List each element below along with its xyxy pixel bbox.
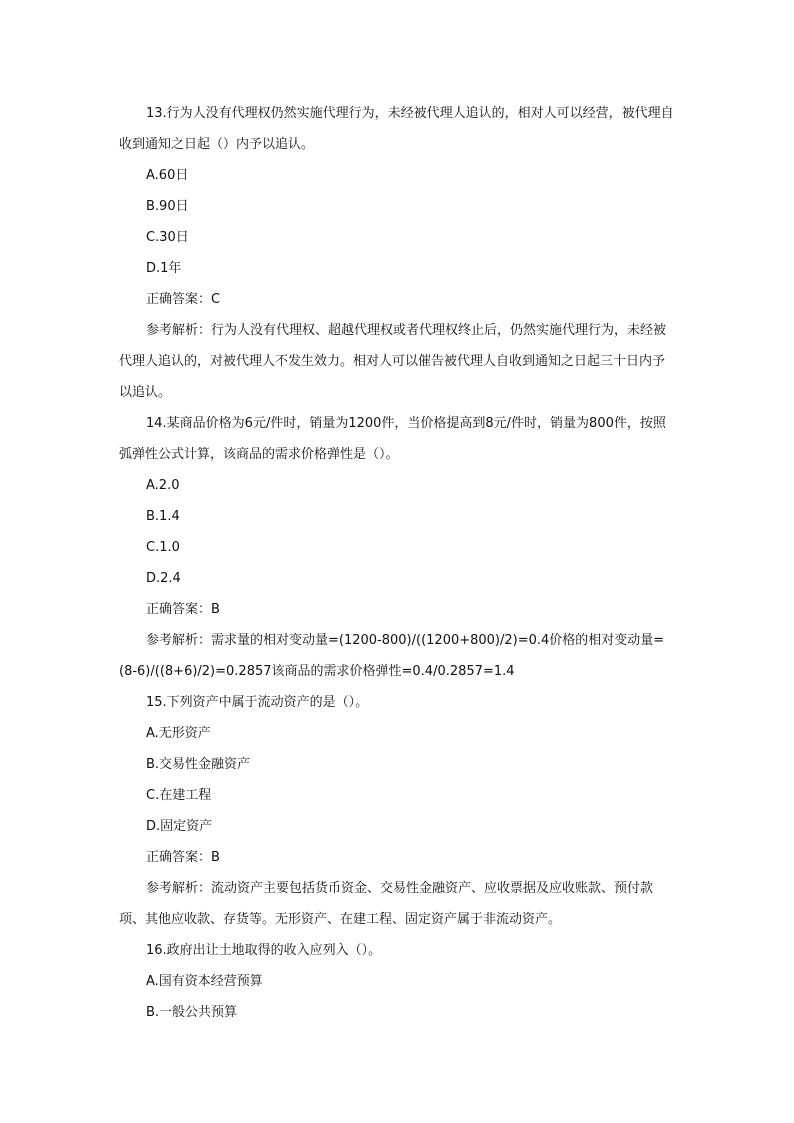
question-15-answer: 正确答案：B [146,850,220,865]
question-15-analysis: 参考解析：流动资产主要包括货币资金、交易性金融资产、应收票据及应收账款、预付款项、其他应收款、存货等。无形资产、在建工程、固定资产属于非流动资产。 [119,881,654,927]
question-15-option-a: A.无形资产 [146,726,211,741]
question-16-stem: 16.政府出让土地取得的收入应列入（）。 [146,943,382,958]
question-14-stem: 14.某商品价格为6元/件时，销量为1200件，当价格提高到8元/件时，销量为800件，按照弧弹性公式计算，该商品的需求价格弹性是（）。 [119,416,666,462]
question-15-option-b: B.交易性金融资产 [146,757,251,772]
question-13-option-d: D.1年 [146,261,182,276]
question-14-option-d: D.2.4 [146,571,181,586]
question-13-answer: 正确答案：C [146,292,221,307]
question-13-option-a: A.60日 [146,168,189,183]
question-14-analysis: 参考解析：需求量的相对变动量=(1200-800)/((1200+800)/2)=0.4价格的相对变动量=(8-6)/((8+6)/2)=0.2857该商品的需求价格弹性=0.4/0.2857=1.4 [119,633,665,679]
question-15-option-c: C.在建工程 [146,788,212,803]
question-16-option-a: A.国有资本经营预算 [146,974,263,989]
question-13-analysis: 参考解析：行为人没有代理权、超越代理权或者代理权终止后，仍然实施代理行为，未经被代理人追认的，对被代理人不发生效力。相对人可以催告被代理人自收到通知之日起三十日内予以追认。 [119,323,667,400]
question-14-option-c: C.1.0 [146,540,180,555]
question-13-stem: 13.行为人没有代理权仍然实施代理行为，未经被代理人追认的，相对人可以经营，被代理自收到通知之日起（）内予以追认。 [119,106,674,152]
question-16-option-b: B.一般公共预算 [146,1005,238,1020]
question-14-answer: 正确答案：B [146,602,220,617]
question-13-option-b: B.90日 [146,199,189,214]
question-15-option-d: D.固定资产 [146,819,213,834]
question-15-stem: 15.下列资产中属于流动资产的是（）。 [146,695,369,710]
question-13-option-c: C.30日 [146,230,189,245]
question-14-option-a: A.2.0 [146,478,180,493]
question-14-option-b: B.1.4 [146,509,180,524]
document-content [119,98,675,1028]
